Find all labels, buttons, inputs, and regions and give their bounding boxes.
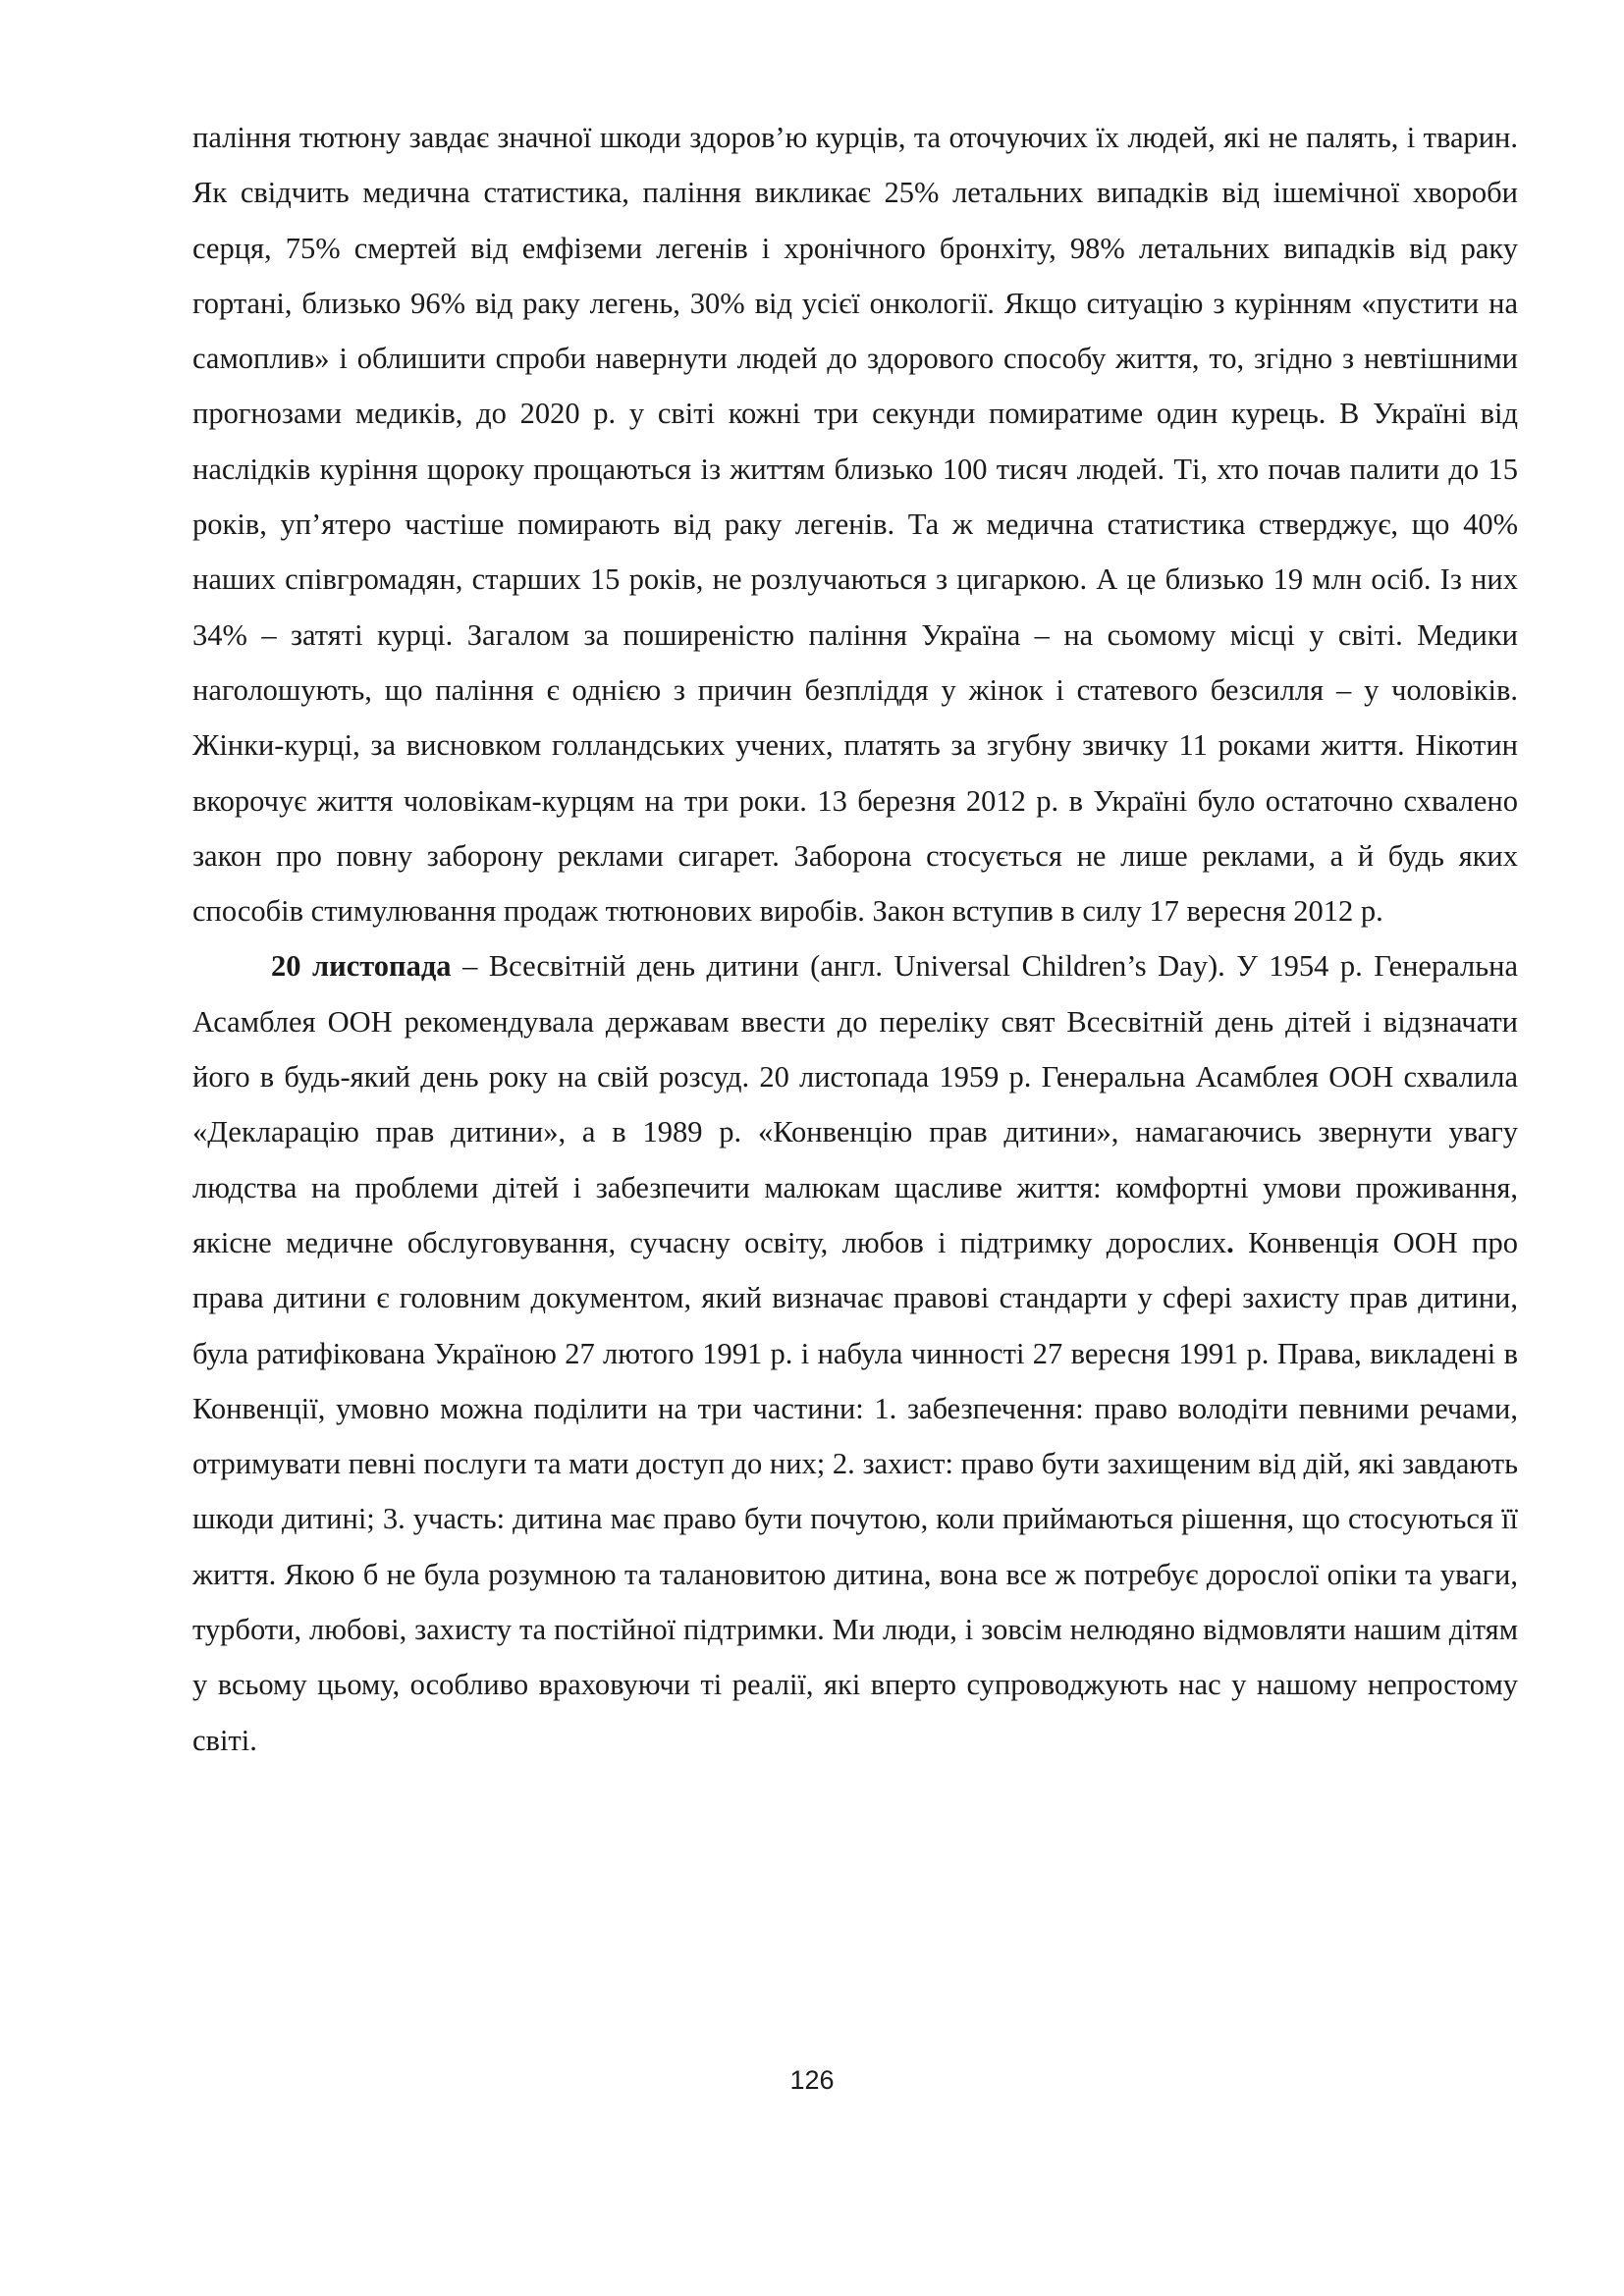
- paragraph-text-part-1: – Всесвітній день дитини (англ. Universal Children’s Day). У 1954 р. Генеральна Асамблея ООН рекомендувала державам ввести до переліку свят Всесвітній день дітей і відзначати його в будь-який день року на свій розсуд. 20 листопада 1959 р. Генеральна Асамблея ООН схвалила «Декларацію прав дитини», а в 1989 р. «Конвенцію прав дитини», намагаючись звернути увагу людства на проблеми дітей і забезпечити малюкам щасливе життя: комфортні умови проживання, якісне медичне обслуговування, сучасну освіту, любов і підтримку дорослих: [192, 949, 1518, 1259]
- body-text: [192, 110, 1518, 1768]
- page-number: 126: [789, 2065, 835, 2095]
- paragraph-text-part-2: Конвенція ООН про права дитини є головним документом, який визначає правові стандарти у сфері захисту прав дитини, була ратифікована Україною 27 лютого 1991 р. і набула чинності 27 вересня 1991 р. Права, викладені в Конвенції, умовно можна поділити на три частини: 1. забезпечення: право володіти певними речами, отримувати певні послуги та мати доступ до них; 2. захист: право бути захищеним від дій, які завдають шкоди дитині; 3. участь: дитина має право бути почутою, коли приймаються рішення, що стосуються її життя. Якою б не була розумною та талановитою дитина, вона все ж потребує дорослої опіки та уваги, турботи, любові, захисту та постійної підтримки. Ми люди, і зовсім нелюдяно відмовляти нашим дітям у всьому цьому, особливо враховуючи ті реалії, які вперто супроводжують нас у нашому непростому світі.: [192, 1225, 1518, 1757]
- paragraph-childrens-day: [192, 938, 1518, 1767]
- bold-period: .: [1226, 1225, 1234, 1259]
- paragraph-smoking: паління тютюну завдає значної шкоди здоров’ю курців, та оточуючих їх людей, які не палять, і тварин. Як свідчить медична статистика, паління викликає 25% летальних випадків від ішемічної хвороби серця, 75% смертей від емфіземи легенів і хронічного бронхіту, 98% летальних випадків від раку гортані, близько 96% від раку легень, 30% від усієї онкології. Якщо ситуацію з курінням «пустити на самоплив» і облишити спроби навернути людей до здорового способу життя, то, згідно з невтішними прогнозами медиків, до 2020 р. у світі кожні три секунди помиратиме один курець. В Україні від наслідків куріння щороку прощаються із життям близько 100 тисяч людей. Ті, хто почав палити до 15 років, уп’ятеро частіше помирають від раку легенів. Та ж медична статистика стверджує, що 40% наших співгромадян, старших 15 років, не розлучаються з цигаркою. А це близько 19 млн осіб. Із них 34% – затяті курці. Загалом за поширеністю паління Україна – на сьомому місці у світі. Медики наголошують, що паління є однією з причин безпліддя у жінок і статевого безсилля – у чоловіків. Жінки-курці, за висновком голландських учених, платять за згубну звичку 11 роками життя. Нікотин вкорочує життя чоловікам-курцям на три роки. 13 березня 2012 р. в Україні було остаточно схвалено закон про повну заборону реклами сигарет. Заборона стосується не лише реклами, а й будь яких способів стимулювання продаж тютюнових виробів. Закон вступив в силу 17 вересня 2012 р.: [192, 121, 1518, 929]
- paragraph-heading-date: 20 листопада: [271, 949, 452, 984]
